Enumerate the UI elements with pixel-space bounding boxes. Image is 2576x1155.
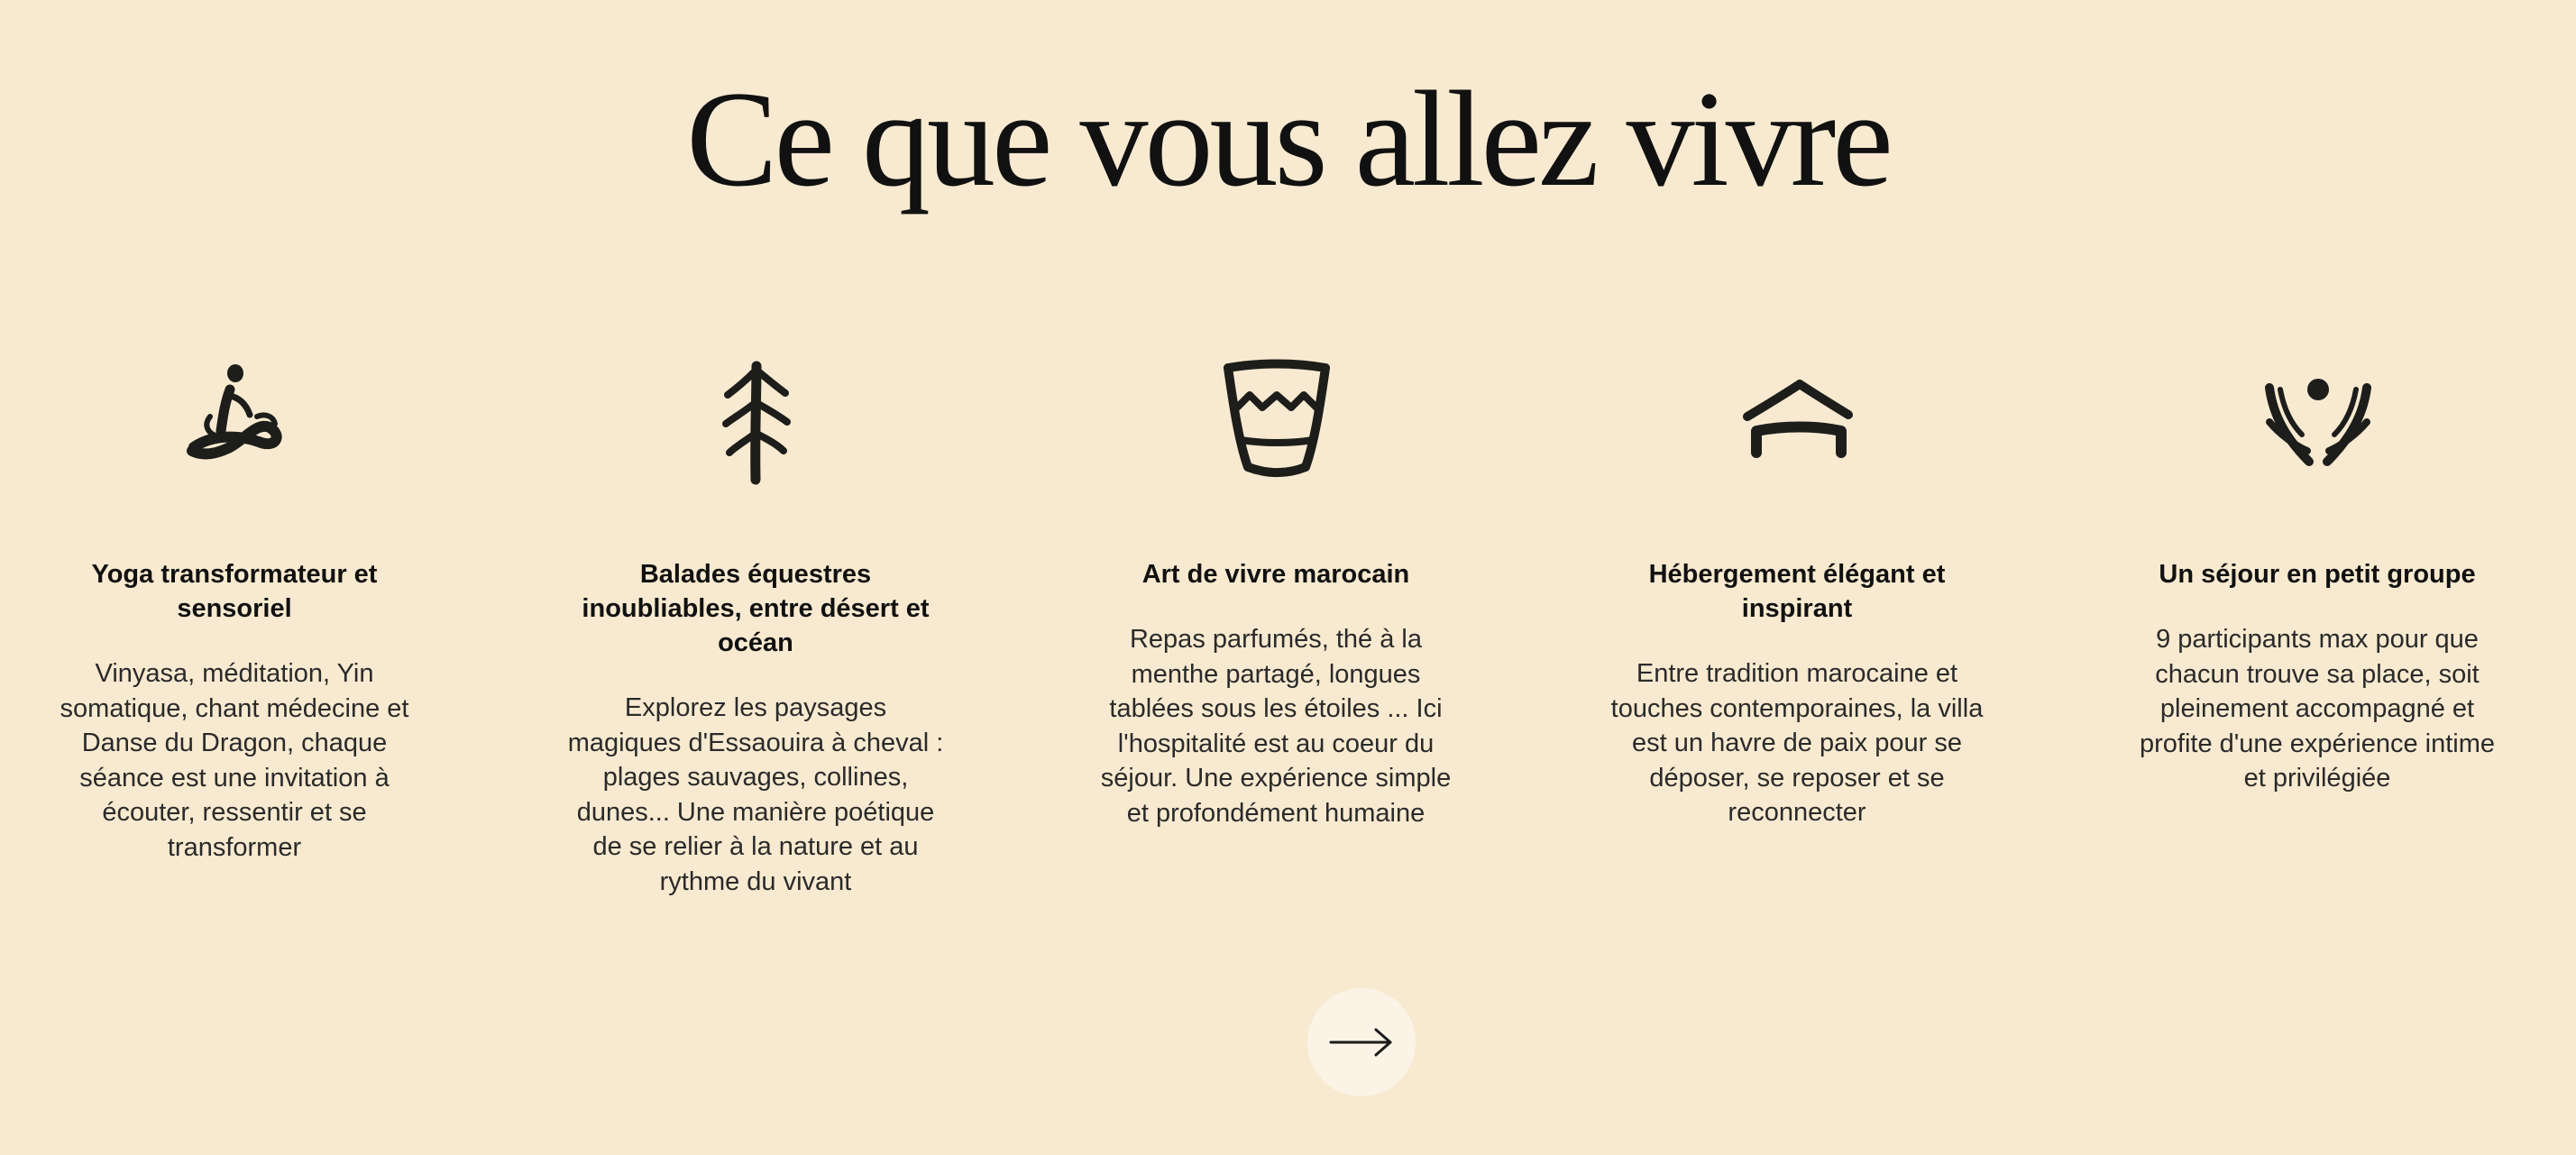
next-button[interactable] xyxy=(1307,988,1416,1096)
meditation-icon xyxy=(167,352,302,487)
feature-yoga xyxy=(45,352,424,862)
feature-description: Explorez les paysages magiques d'Essaouira à cheval : plages sauvages, collines, dunes... Une manière poétique de se relier à la nature et au rythme du vivant xyxy=(567,693,944,896)
page-title: Ce que vous allez vivre xyxy=(686,63,1890,215)
feature-title: Art de vivre marocain xyxy=(1141,560,1410,589)
feature-description: 9 participants max pour que chacun trouve sa place, soit pleinement accompagné et profite d'une expérience intime et privilégiée xyxy=(2139,625,2496,793)
tree-icon xyxy=(688,352,823,487)
feature-title: Hébergement élégant et inspirant xyxy=(1648,560,1946,623)
feature-moroccan-lifestyle xyxy=(1086,352,1465,828)
feature-title: Un séjour en petit groupe xyxy=(2159,560,2476,589)
features-list xyxy=(0,352,2576,929)
feature-description: Entre tradition marocaine et touches contemporaines, la villa est un havre de paix pour se déposer, se reposer et se reconnecter xyxy=(1610,659,1984,827)
feature-accommodation xyxy=(1608,352,1986,827)
shelter-icon xyxy=(1729,352,1865,487)
feature-horse-riding xyxy=(566,352,945,896)
arrow-right-icon xyxy=(1329,1021,1394,1064)
feature-description: Vinyasa, méditation, Yin somatique, chant médecine et Danse du Dragon, chaque séance est une invitation à écouter, ressentir et se transformer xyxy=(60,659,409,862)
tea-glass-icon xyxy=(1208,352,1343,487)
feature-small-group xyxy=(2128,352,2507,793)
feature-description: Repas parfumés, thé à la menthe partagé, longues tablées sous les étoiles ... Ici l'hospitalité est au coeur du séjour. Une expérience simple et profondément humaine xyxy=(1100,625,1452,828)
feature-title: Yoga transformateur et sensoriel xyxy=(91,560,378,623)
feature-title: Balades équestres inoubliables, entre désert et océan xyxy=(582,560,930,657)
open-hands-icon xyxy=(2250,352,2385,487)
